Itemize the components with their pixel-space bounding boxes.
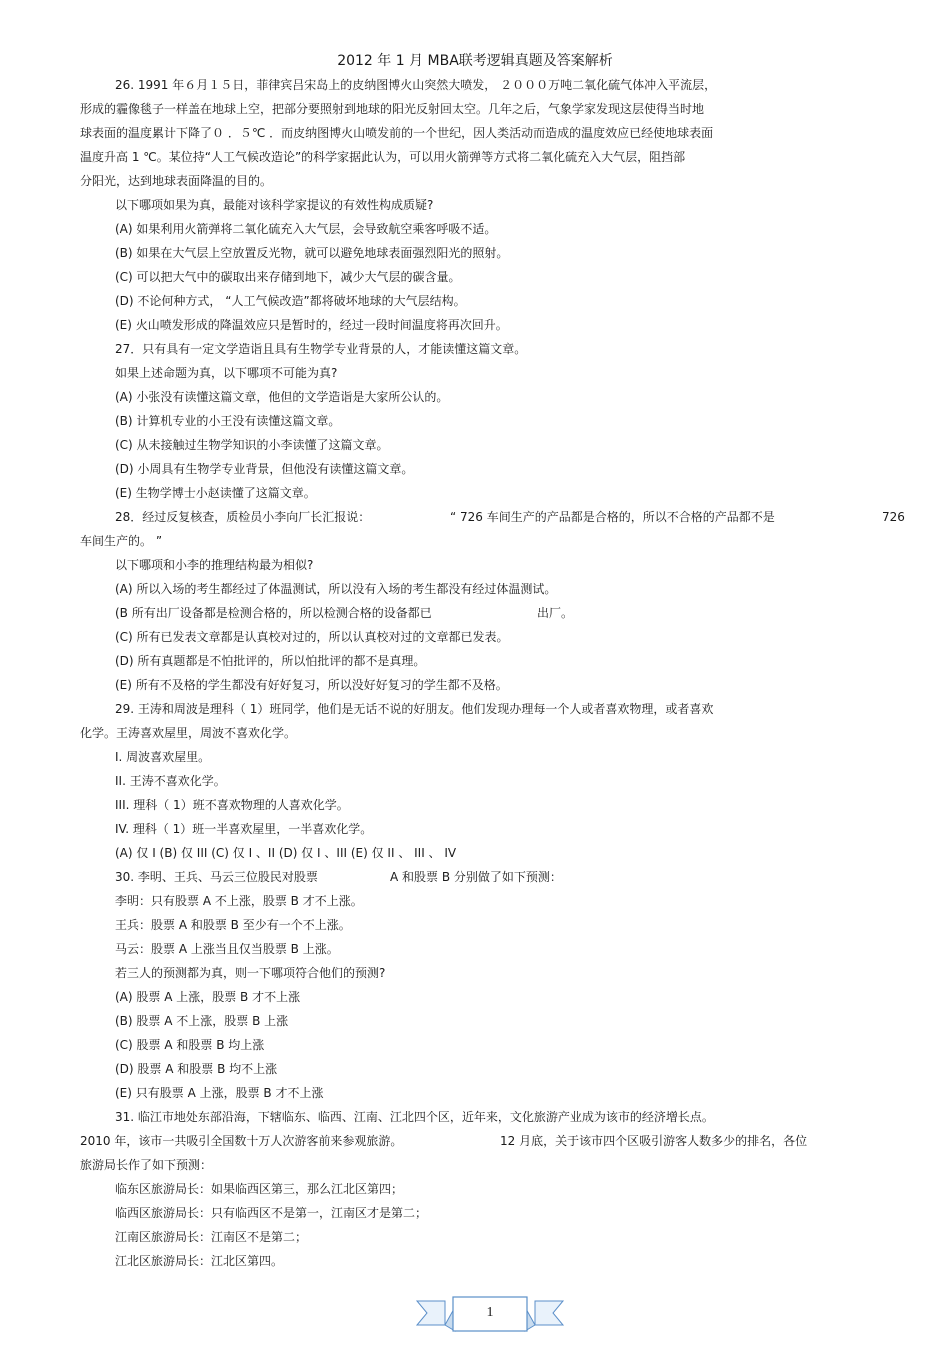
text-line: (B) 计算机专业的小王没有读懂这篇文章。 [115, 414, 341, 428]
text-line: II. 王涛不喜欢化学。 [115, 774, 226, 788]
text-line: (E) 只有股票 A 上涨，股票 B 才不上涨 [115, 1086, 324, 1100]
text-line: A 和股票 B 分别做了如下预测： [390, 870, 562, 884]
text-line: (A) 仅 I (B) 仅 III (C) 仅 I 、II (D) 仅 I 、III (E) 仅 II 、 III 、 IV [115, 846, 457, 860]
text-line: 王兵：股票 A 和股票 B 至少有一个不上涨。 [115, 918, 351, 932]
text-line: (B) 如果在大气层上空放置反光物，就可以避免地球表面强烈阳光的照射。 [115, 246, 509, 260]
text-line: 车间生产的。 ” [80, 534, 163, 548]
text-line: III. 理科（ 1）班不喜欢物理的人喜欢化学。 [115, 798, 349, 812]
text-line: 李明：只有股票 A 不上涨，股票 B 才不上涨。 [115, 894, 363, 908]
text-line: 出厂。 [537, 606, 574, 620]
text-line: 31. 临江市地处东部沿海，下辖临东、临西、江南、江北四个区，近年来，文化旅游产业成为该市的经济增长点。 [115, 1110, 714, 1124]
text-line: (D) 小周具有生物学专业背景，但他没有读懂这篇文章。 [115, 462, 414, 476]
page-number-ribbon [415, 1295, 565, 1335]
text-line: 以下哪项和小李的推理结构最为相似? [115, 558, 314, 572]
text-line: 如果上述命题为真，以下哪项不可能为真? [115, 366, 338, 380]
text-line: “ 726 车间生产的产品都是合格的，所以不合格的产品都不是 [450, 510, 775, 524]
text-line: (C) 从未接触过生物学知识的小李读懂了这篇文章。 [115, 438, 389, 452]
page-number: 1 [486, 1305, 494, 1320]
text-line: 29. 王涛和周波是理科（ 1）班同学，他们是无话不说的好朋友。他们发现办理每一个人或者喜欢物理，或者喜欢 [115, 702, 714, 716]
text-line: (C) 所有已发表文章都是认真校对过的，所以认真校对过的文章都已发表。 [115, 630, 509, 644]
text-line: 以下哪项如果为真，最能对该科学家提议的有效性构成质疑? [115, 198, 434, 212]
text-line: (B) 股票 A 不上涨，股票 B 上涨 [115, 1014, 289, 1028]
text-line: (D) 股票 A 和股票 B 均不上涨 [115, 1062, 278, 1076]
text-line: IV. 理科（ 1）班一半喜欢屋里，一半喜欢化学。 [115, 822, 373, 836]
text-line: 临西区旅游局长：只有临西区不是第一，江南区才是第二； [115, 1206, 428, 1220]
text-line: 726 [882, 510, 905, 524]
text-line: (A) 如果利用火箭弹将二氧化硫充入大气层，会导致航空乘客呼吸不适。 [115, 222, 497, 236]
text-line: 28．经过反复核查，质检员小李向厂长汇报说： [115, 510, 371, 524]
text-line: (D) 所有真题都是不怕批评的，所以怕批评的都不是真理。 [115, 654, 426, 668]
text-line: (E) 所有不及格的学生都没有好好复习，所以没好好复习的学生都不及格。 [115, 678, 508, 692]
text-line: (C) 股票 A 和股票 B 均上涨 [115, 1038, 265, 1052]
text-line: 江南区旅游局长：江南区不是第二； [115, 1230, 308, 1244]
text-line: 化学。王涛喜欢屋里，周波不喜欢化学。 [80, 726, 297, 740]
text-line: (A) 小张没有读懂这篇文章，他但的文学造诣是大家所公认的。 [115, 390, 449, 404]
text-line: 临东区旅游局长：如果临西区第三，那么江北区第四； [115, 1182, 404, 1196]
page-title: 2012 年 1 月 MBA联考逻辑真题及答案解析 [337, 53, 613, 69]
text-line: 江北区旅游局长：江北区第四。 [115, 1254, 284, 1268]
text-line: 温度升高 1 ℃。某位持“人工气候改造论”的科学家据此认为，可以用火箭弹等方式将二氧化硫充入大气层，阻挡部 [80, 150, 686, 164]
text-line: 分阳光，达到地球表面降温的目的。 [80, 174, 273, 188]
text-line: 12 月底，关于该市四个区吸引游客人数多少的排名，各位 [500, 1134, 808, 1148]
text-line: (B 所有出厂设备都是检测合格的，所以检测合格的设备都已 [115, 606, 432, 620]
text-line: (D) 不论何种方式， “人工气候改造”都将破坏地球的大气层结构。 [115, 294, 466, 308]
text-line: 形成的霾像毯子一样盖在地球上空，把部分要照射到地球的阳光反射回太空。几年之后，气象学家发现这层使得当时地 [80, 102, 705, 116]
text-line: (E) 生物学博士小赵读懂了这篇文章。 [115, 486, 316, 500]
text-line: (A) 股票 A 上涨，股票 B 才不上涨 [115, 990, 301, 1004]
text-line: (C) 可以把大气中的碳取出来存储到地下，减少大气层的碳含量。 [115, 270, 461, 284]
text-line: 球表面的温度累计下降了０ ．５℃ ．而皮纳图博火山喷发前的一个世纪，因人类活动而造成的温度效应已经使地球表面 [80, 126, 714, 140]
text-line: 马云：股票 A 上涨当且仅当股票 B 上涨。 [115, 942, 339, 956]
text-line: 30. 李明、王兵、马云三位股民对股票 [115, 870, 318, 884]
text-line: (A) 所以入场的考生都经过了体温测试，所以没有入场的考生都没有经过体温测试。 [115, 582, 557, 596]
text-line: (E) 火山喷发形成的降温效应只是暂时的，经过一段时间温度将再次回升。 [115, 318, 508, 332]
text-line: 26. 1991 年６月１５日，菲律宾吕宋岛上的皮纳图博火山突然大喷发， ２０００万吨二氧化硫气体冲入平流层， [115, 78, 717, 92]
text-line: 旅游局长作了如下预测： [80, 1158, 213, 1172]
text-line: 27．只有具有一定文学造诣且具有生物学专业背景的人，才能读懂这篇文章。 [115, 342, 527, 356]
text-line: I. 周波喜欢屋里。 [115, 750, 211, 764]
text-line: 2010 年，该市一共吸引全国数十万人次游客前来参观旅游。 [80, 1134, 403, 1148]
text-line: 若三人的预测都为真，则一下哪项符合他们的预测? [115, 966, 386, 980]
